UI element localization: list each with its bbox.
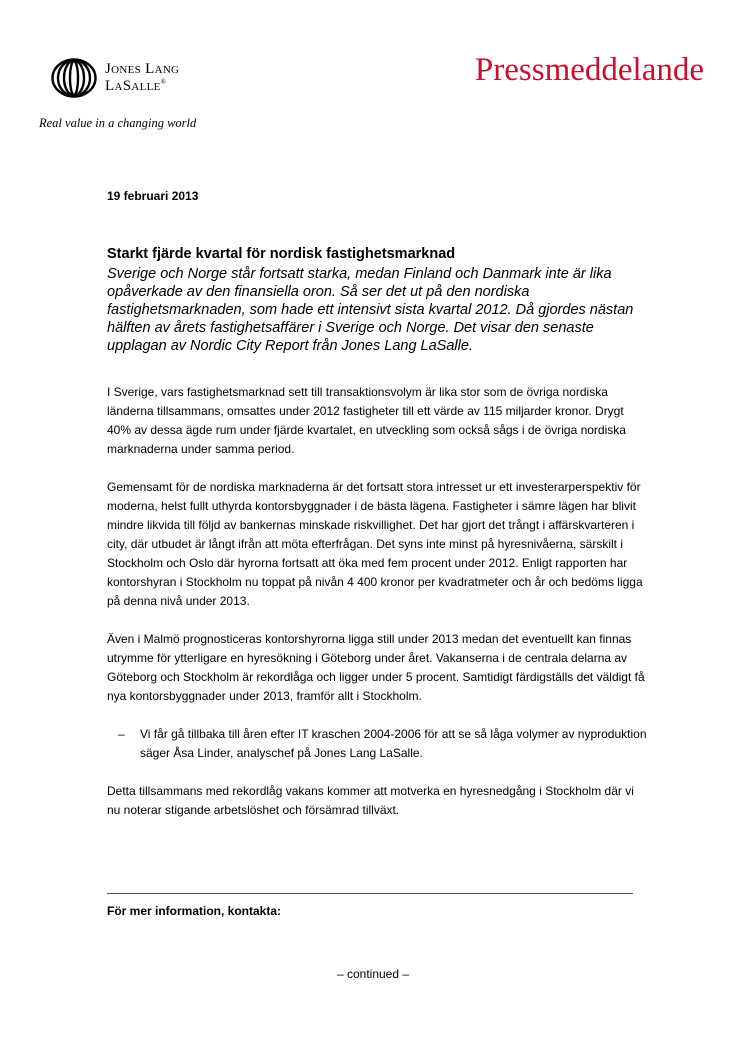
- company-logo: [51, 56, 211, 106]
- article-quote: [107, 725, 647, 763]
- article-headline: Starkt fjärde kvartal för nordisk fastighetsmarknad: [107, 246, 456, 262]
- article-closing-paragraph: Detta tillsammans med rekordlåg vakans kommer att motverka en hyresnedgång i Stockholm där vi nu noterar stigande arbetslöshet och försämrad tillväxt.: [107, 784, 634, 817]
- jll-logo-mark-icon: [51, 58, 97, 98]
- contact-label: För mer information, kontakta:: [107, 904, 282, 918]
- article-paragraph: Även i Malmö prognosticeras kontorshyrorna ligga still under 2013 medan det eventuellt kan finnas utrymme för ytterligare en hyresökning i Göteborg under året. Vakanserna i de centrala delarna av Göteborg och Stockholm är rekordlåga och ligger under 5 procent. Samtidigt färdigställs det väldigt få nya kontorsbyggnader under 2013, framför allt i Stockholm.: [107, 632, 645, 703]
- quote-dash: –: [118, 727, 125, 741]
- release-date: 19 februari 2013: [107, 189, 199, 203]
- logo-text-line1: Jones Lang: [105, 61, 180, 77]
- article-lede: Sverige och Norge står fortsatt starka, medan Finland och Danmark inte är lika opåverkade av den finansiella oron. Så ser det ut på den nordiska fastighetsmarknaden, som hade ett intensivt sista kvartal 2012. Då gjordes nästan hälften av årets fastighetsaffärer i Sverige och Norge. Det visar den senaste upplagan av Nordic City Report från Jones Lang LaSalle.: [107, 266, 634, 354]
- quote-text: Vi får gå tillbaka till åren efter IT kraschen 2004-2006 för att se så låga volymer av nyproduktion säger Åsa Linder, analyschef på Jones Lang LaSalle.: [140, 727, 647, 760]
- footer-divider: [107, 893, 633, 894]
- article-paragraph: I Sverige, vars fastighetsmarknad sett till transaktionsvolym är lika stor som de övriga nordiska länderna tillsammans, omsattes under 2012 fastigheter till ett värde av 115 miljarder kronor. Drygt 40% av dessa ägde rum under fjärde kvartalet, en utveckling som också sågs i de övriga nordiska marknaderna under samma period.: [107, 385, 626, 456]
- article-body: [107, 245, 647, 839]
- article-paragraph: Gemensamt för de nordiska marknaderna är det fortsatt stora intresset ur ett investerarperspektiv för moderna, helst fullt uthyrda kontorsbyggnader i de bästa lägena. Fastigheter i sämre lägen har blivit mindre likvida till följd av bankernas minskade riskvillighet. Det har gjort det trångt i affärskvarteren i city, där utbudet är långt ifrån att möta efterfrågan. Det syns inte minst på hyresnivåerna, särskilt i Stockholm och Oslo där hyrorna fortsatt att öka med fem procent under 2012. Enligt rapporten har kontorshyran i Stockholm nu toppat på nivån 4 400 kronor per kvadratmeter och år och bedöms ligga på denna nivå under 2013.: [107, 480, 643, 608]
- document-type-title: Pressmeddelande: [474, 52, 704, 88]
- logo-text-line2: LaSalle®: [105, 78, 167, 94]
- company-tagline: Real value in a changing world: [39, 116, 197, 130]
- continued-marker: – continued –: [336, 967, 410, 981]
